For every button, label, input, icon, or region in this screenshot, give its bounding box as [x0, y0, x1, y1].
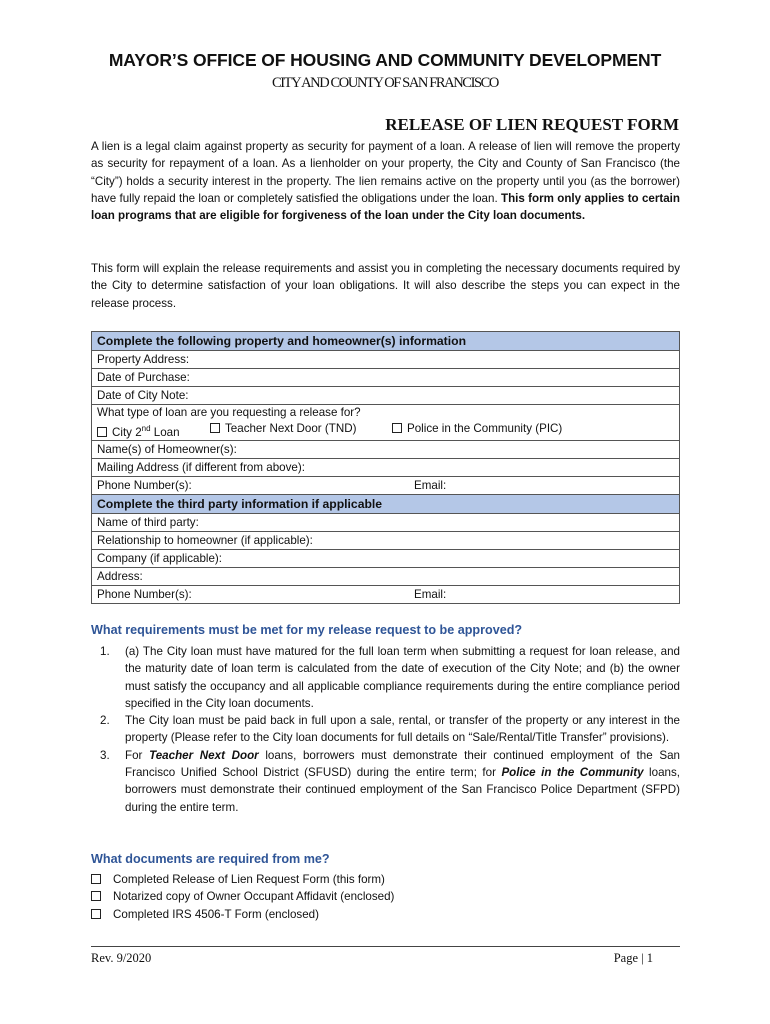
- checkbox-icon[interactable]: [91, 909, 101, 919]
- loan-option-1-sup: nd: [141, 424, 151, 433]
- checkbox-icon[interactable]: [91, 891, 101, 901]
- document-label: Completed IRS 4506-T Form (enclosed): [113, 907, 319, 921]
- loan-option-2-label: Teacher Next Door (TND): [225, 422, 357, 435]
- list-item[interactable]: [91, 906, 394, 923]
- checkbox-icon[interactable]: [210, 423, 220, 433]
- property-address-field[interactable]: Property Address:: [92, 351, 680, 369]
- third-party-address-field[interactable]: Address:: [92, 568, 680, 586]
- list-number: 2.: [100, 714, 110, 728]
- homeowner-phone-label: Phone Number(s):: [97, 478, 192, 492]
- loan-option-1-post: Loan: [150, 425, 180, 439]
- intro-text: A lien is a legal claim against property as security for payment of a loan. A release of lien will remove the property as security for repayment of a loan. As a lienholder on your property, the City and County of San Francisco (the “City”) holds a security interest in the property. The lien remains active on the property until you (as the borrower) have fully repaid the loan or completely satisfied the obligations under the loan.: [91, 140, 680, 205]
- tnd-emphasis: Teacher Next Door: [149, 748, 259, 762]
- list-item: [91, 643, 680, 712]
- third-party-phone-email-row[interactable]: [92, 586, 680, 604]
- intro-paragraph-2: This form will explain the release requirements and assist you in completing the necessary documents required by the City to determine satisfaction of your loan obligations. It will also describe the steps you can expect in the release process.: [91, 262, 680, 310]
- requirement-3-text-c: loans, borrowers must demonstrate their continued employment of the San Francisco Police Department (SFPD) during the entire term.: [125, 766, 680, 814]
- loan-option-1-pre: City 2: [112, 425, 142, 439]
- loan-option-pic[interactable]: [392, 421, 562, 437]
- homeowner-email-label: Email:: [414, 478, 447, 492]
- revision-label: Rev. 9/2020: [91, 951, 152, 965]
- third-party-phone-label: Phone Number(s):: [97, 587, 192, 601]
- list-number: 3.: [100, 748, 110, 762]
- property-info-table: [91, 331, 680, 604]
- checkbox-icon[interactable]: [97, 427, 107, 437]
- list-number: 1.: [100, 645, 110, 658]
- third-party-email-label: Email:: [414, 587, 447, 601]
- checkbox-icon[interactable]: [392, 423, 402, 433]
- intro-bold-note: This form only applies to certain loan programs that are eligible for forgiveness of the loan under the City loan documents.: [91, 191, 680, 223]
- list-item: [91, 747, 680, 816]
- date-of-purchase-field[interactable]: Date of Purchase:: [92, 369, 680, 387]
- loan-type-cell: [92, 405, 680, 441]
- checkbox-icon[interactable]: [91, 874, 101, 884]
- requirements-list: [91, 643, 680, 816]
- city-subheading: CITY AND COUNTY OF SAN FRANCISCO: [271, 75, 499, 91]
- list-item[interactable]: [91, 871, 394, 888]
- homeowner-names-field[interactable]: Name(s) of Homeowner(s):: [92, 441, 680, 459]
- documents-list: [91, 871, 394, 923]
- relationship-field[interactable]: Relationship to homeowner (if applicable):: [92, 532, 680, 550]
- loan-type-question: What type of loan are you requesting a release for?: [97, 406, 361, 419]
- requirement-3-text-b: loans, borrowers must demonstrate their continued employment of the San Francisco Unified School District (SFUSD) during the entire term; for: [125, 748, 680, 780]
- page-number: Page | 1: [613, 951, 653, 965]
- date-of-city-note-field[interactable]: Date of City Note:: [92, 387, 680, 405]
- form-title: RELEASE OF LIEN REQUEST FORM: [385, 115, 679, 134]
- mailing-address-field[interactable]: Mailing Address (if different from above):: [92, 459, 680, 477]
- document-label: Completed Release of Lien Request Form (this form): [113, 873, 385, 886]
- footer-divider: [91, 946, 680, 947]
- list-item[interactable]: [91, 888, 394, 905]
- requirement-1-text: (a) The City loan must have matured for the full loan term when submitting a request for loan release, and the maturity date of loan term is calculated from the date of execution of the City Note; and (b) the owner must satisfy the occupancy and all applicable compliance requirements during the entire compliance period specified in the City loan documents.: [125, 645, 680, 710]
- homeowner-phone-email-row[interactable]: [92, 477, 680, 495]
- document-label: Notarized copy of Owner Occupant Affidavit (enclosed): [113, 890, 395, 904]
- loan-option-city-2nd[interactable]: [97, 421, 180, 441]
- requirement-3-text-a: For: [125, 748, 150, 762]
- loan-option-tnd[interactable]: [210, 421, 356, 437]
- requirement-2-text: The City loan must be paid back in full upon a sale, rental, or transfer of the property or any interest in the property (Please refer to the City loan documents for full details on “Sale/Rental/Title Transfer” provisions).: [125, 714, 680, 745]
- third-party-section-header: Complete the third party information if applicable: [92, 495, 680, 514]
- intro-paragraph-1: [91, 138, 680, 224]
- office-heading: MAYOR’S OFFICE OF HOUSING AND COMMUNITY DEVELOPMENT: [108, 50, 662, 70]
- third-party-name-field[interactable]: Name of third party:: [92, 514, 680, 532]
- pic-emphasis: Police in the Community: [501, 766, 644, 780]
- list-item: [91, 712, 680, 747]
- property-section-header: Complete the following property and homeowner(s) information: [92, 332, 680, 351]
- loan-option-3-label: Police in the Community (PIC): [407, 422, 563, 435]
- documents-heading: What documents are required from me?: [91, 852, 330, 866]
- company-field[interactable]: Company (if applicable):: [92, 550, 680, 568]
- requirements-heading: What requirements must be met for my release request to be approved?: [91, 623, 523, 637]
